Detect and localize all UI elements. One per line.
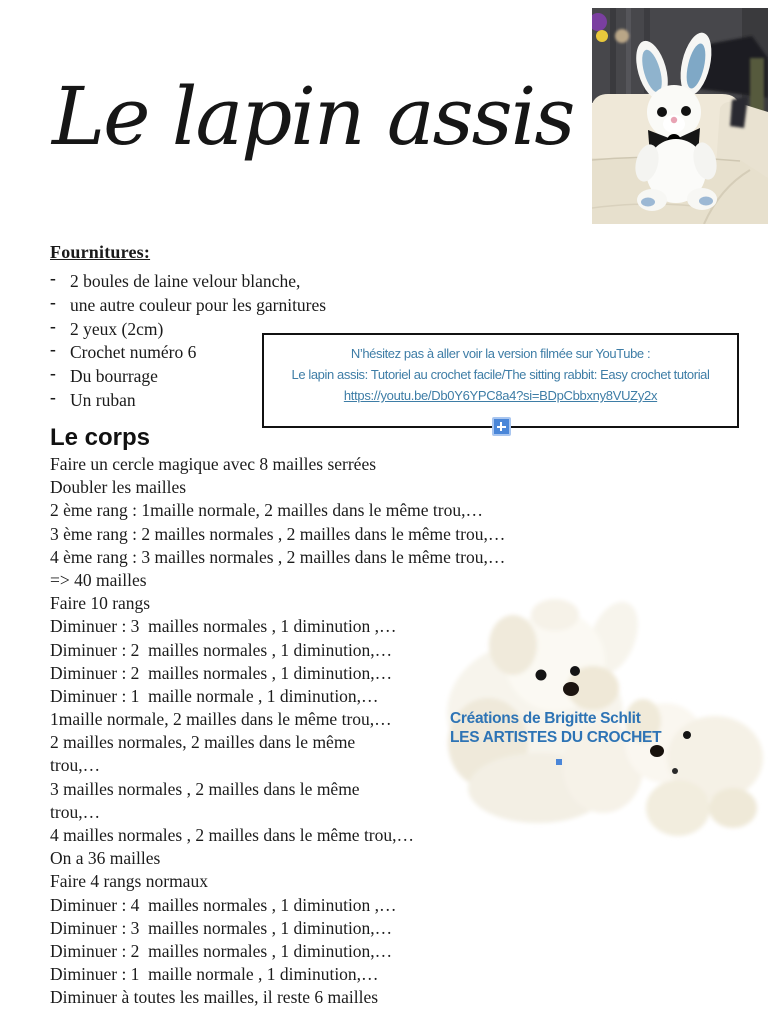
supplies-heading: Fournitures: — [50, 242, 151, 262]
instruction-line: Diminuer : 2 mailles normales , 1 diminution,… — [50, 639, 393, 660]
bullet-dash: - — [50, 291, 56, 312]
instruction-line: 2 mailles normales, 2 mailles dans le même — [50, 732, 356, 753]
youtube-callout-line1: N’hésitez pas à aller voir la version filmée sur YouTube : — [350, 346, 651, 361]
youtube-callout-line2: Le lapin assis: Tutoriel au crochet facile/The sitting rabbit: Easy crochet tutorial — [291, 367, 710, 382]
supply-item — [50, 291, 470, 319]
supply-item-text: une autre couleur pour les garnitures — [70, 294, 327, 315]
supply-item-text: 2 boules de laine velour blanche, — [70, 271, 301, 291]
dogs-overlay-brand: LES ARTISTES DU CROCHET — [450, 729, 662, 746]
instruction-line: Diminuer : 4 mailles normales , 1 diminution ,… — [50, 894, 397, 915]
instruction-line: 4 mailles normales , 2 mailles dans le même trou,… — [50, 825, 415, 845]
instruction-line: Diminuer : 3 mailles normales , 1 diminution ,… — [50, 616, 397, 637]
instruction-line: Diminuer : 2 mailles normales , 1 diminution,… — [50, 940, 393, 961]
instruction-line: On a 36 mailles — [50, 848, 161, 869]
youtube-link[interactable]: https://youtu.be/Db0Y6YPC8a4?si=BDpCbbxny8VUZy2x — [343, 388, 658, 403]
instruction-line: trou,… — [50, 755, 101, 776]
supply-item-text: Du bourrage — [70, 366, 158, 387]
instruction-line: Diminuer : 3 mailles normales , 1 diminution,… — [50, 917, 393, 938]
small-blue-mark — [556, 759, 562, 765]
instruction-line: 3 mailles normales , 2 mailles dans le même — [50, 778, 360, 799]
instruction-line: 2 ème rang : 1maille normale, 2 mailles dans le même trou,… — [50, 500, 483, 521]
instruction-line: Diminuer : 1 maille normale , 1 diminution,… — [50, 685, 379, 706]
instruction-line: Diminuer à toutes les mailles, il reste 6 mailles — [50, 987, 379, 1008]
instruction-line: Doubler les mailles — [50, 477, 187, 498]
rabbit-photo — [592, 8, 768, 224]
plus-icon[interactable] — [492, 417, 511, 436]
page-title: Le lapin assis — [52, 70, 574, 163]
supply-item-text: Crochet numéro 6 — [70, 342, 197, 363]
instruction-line: trou,… — [50, 801, 101, 822]
instruction-line: Diminuer : 2 mailles normales , 1 diminution,… — [50, 662, 393, 683]
dogs-overlay-credit: Créations de Brigitte Schlit — [450, 710, 641, 727]
instruction-line: Faire 4 rangs normaux — [50, 871, 208, 892]
section-heading-le-corps: Le corps — [50, 424, 151, 451]
dogs-photo — [443, 593, 771, 853]
instruction-line: 3 ème rang : 2 mailles normales , 2 mailles dans le même trou,… — [50, 523, 506, 544]
bullet-dash: - — [50, 386, 56, 407]
instruction-line: Faire 10 rangs — [50, 593, 151, 614]
instruction-line: => 40 mailles — [50, 569, 147, 590]
supply-item — [50, 268, 470, 295]
bullet-dash: - — [50, 268, 56, 288]
instruction-line: 1maille normale, 2 mailles dans le même trou,… — [50, 709, 392, 730]
instruction-line: 4 ème rang : 3 mailles normales , 2 mailles dans le même trou,… — [50, 546, 506, 567]
youtube-callout-box — [262, 333, 739, 428]
instruction-line: Diminuer : 1 maille normale , 1 diminution,… — [50, 964, 379, 985]
bullet-dash: - — [50, 363, 56, 384]
bullet-dash: - — [50, 315, 56, 336]
rabbit-photo-image — [592, 8, 768, 224]
instruction-line: Faire un cercle magique avec 8 mailles serrées — [50, 454, 377, 474]
supply-item-text: 2 yeux (2cm) — [70, 318, 164, 339]
bullet-dash: - — [50, 339, 56, 360]
supply-item-text: Un ruban — [70, 389, 136, 410]
